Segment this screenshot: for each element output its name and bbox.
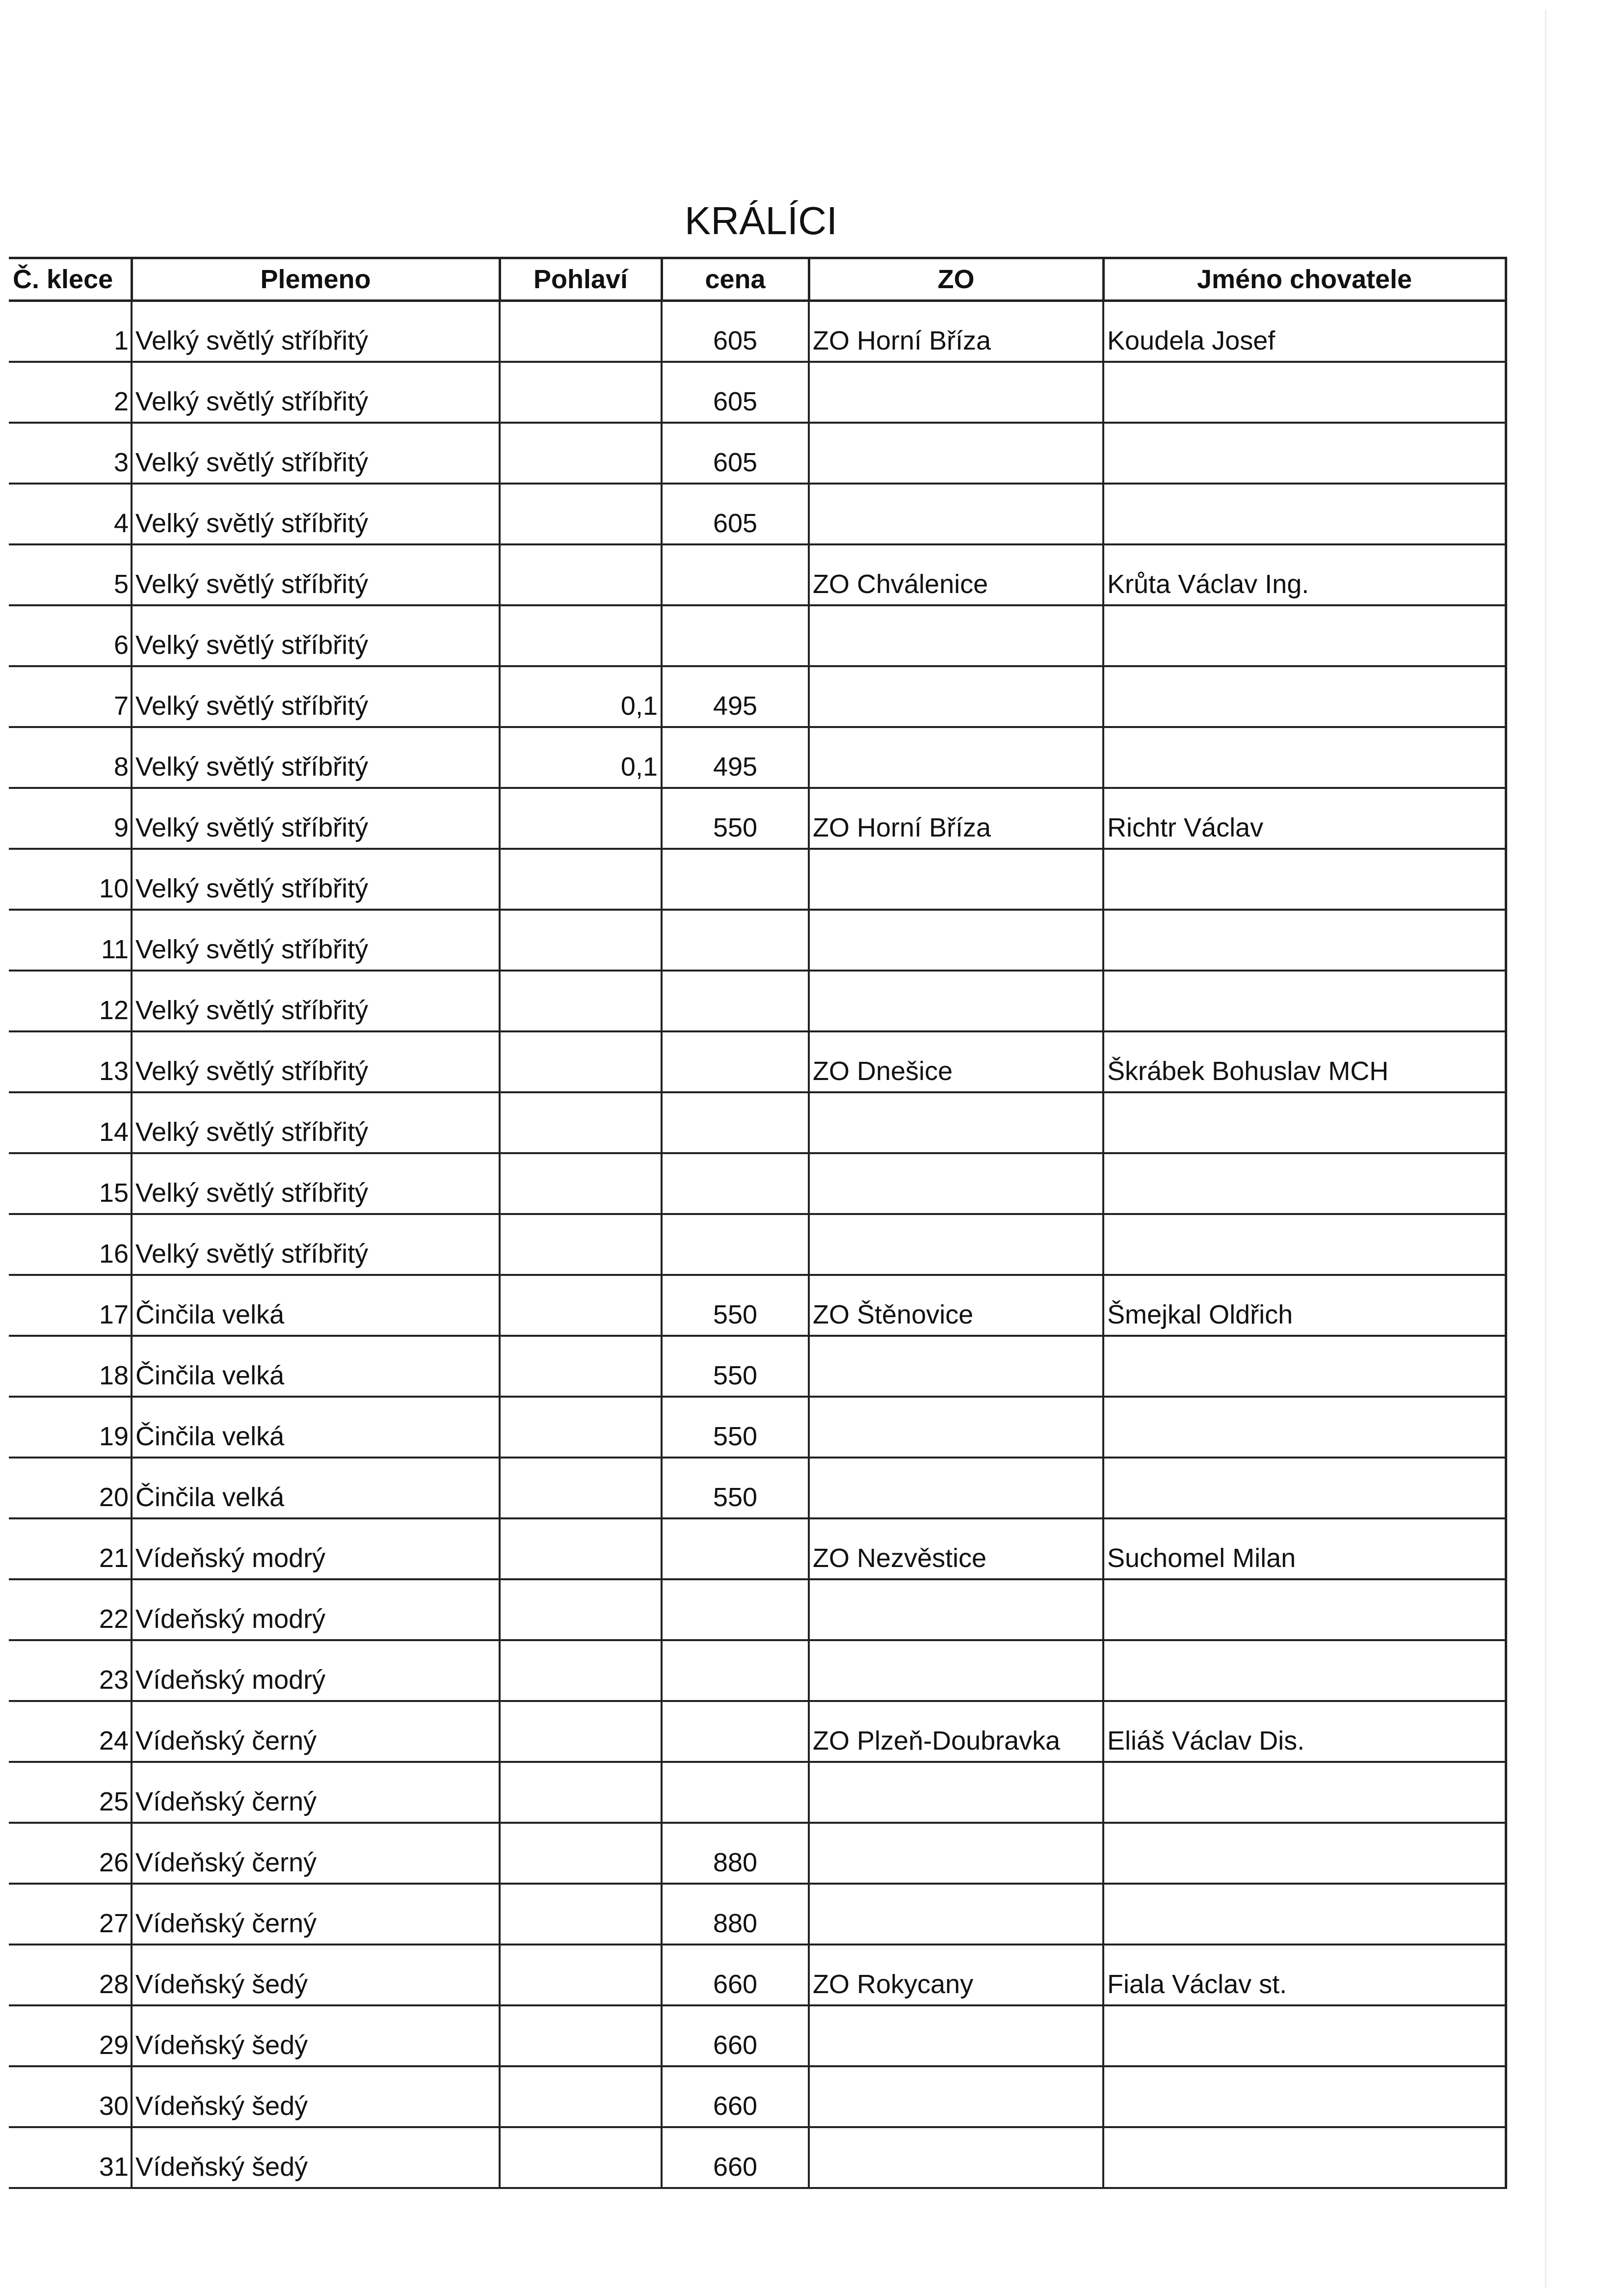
cage-number: 1 [9,301,132,362]
owner-cell [1103,1884,1506,1945]
cage-number: 27 [9,1884,132,1945]
sex-cell [500,1884,662,1945]
cage-number: 14 [9,1092,132,1153]
owner-cell: Krůta Václav Ing. [1103,544,1506,605]
price-cell [662,849,809,910]
cage-number: 4 [9,484,132,544]
zo-cell [809,666,1103,727]
page-title: KRÁLÍCI [685,199,838,243]
sex-cell [500,2127,662,2188]
breed-cell: Vídeňský šedý [132,2066,500,2127]
cage-number: 23 [9,1640,132,1701]
zo-cell [809,1092,1103,1153]
owner-cell: Škrábek Bohuslav MCH [1103,1031,1506,1092]
zo-cell [809,1884,1103,1945]
cage-number: 29 [9,2005,132,2066]
sex-cell [500,849,662,910]
breed-cell: Vídeňský černý [132,1762,500,1823]
price-cell [662,1092,809,1153]
price-cell [662,1762,809,1823]
owner-cell [1103,2066,1506,2127]
zo-cell [809,2005,1103,2066]
sex-cell [500,1701,662,1762]
sex-cell [500,2066,662,2127]
owner-cell [1103,1458,1506,1518]
owner-cell [1103,1823,1506,1884]
sex-cell [500,1518,662,1579]
zo-cell: ZO Nezvěstice [809,1518,1103,1579]
owner-cell [1103,1214,1506,1275]
table-row [9,2127,1506,2188]
owner-cell [1103,666,1506,727]
owner-cell [1103,423,1506,484]
table-row [9,971,1506,1031]
owner-cell [1103,1762,1506,1823]
cage-number: 28 [9,1945,132,2005]
table-row [9,1214,1506,1275]
table-row [9,1762,1506,1823]
sex-cell [500,788,662,849]
breed-cell: Velký světlý stříbřitý [132,301,500,362]
price-cell: 605 [662,484,809,544]
zo-cell [809,362,1103,423]
cage-number: 17 [9,1275,132,1336]
table-row [9,1458,1506,1518]
table-row [9,2066,1506,2127]
cage-number: 8 [9,727,132,788]
price-cell: 550 [662,1275,809,1336]
zo-cell [809,1823,1103,1884]
sex-cell [500,1397,662,1458]
cage-number: 21 [9,1518,132,1579]
price-cell: 605 [662,362,809,423]
sex-cell [500,1214,662,1275]
sex-cell [500,1640,662,1701]
breed-cell: Činčila velká [132,1397,500,1458]
zo-cell: ZO Rokycany [809,1945,1103,2005]
owner-cell [1103,910,1506,971]
price-cell [662,1579,809,1640]
table-row [9,484,1506,544]
breed-cell: Velký světlý stříbřitý [132,544,500,605]
price-cell [662,605,809,666]
table-row [9,1153,1506,1214]
cage-number: 16 [9,1214,132,1275]
table-row [9,1397,1506,1458]
cage-number: 12 [9,971,132,1031]
zo-cell [809,423,1103,484]
price-cell: 550 [662,1336,809,1397]
sex-cell [500,1823,662,1884]
zo-cell: ZO Horní Bříza [809,301,1103,362]
cage-number: 20 [9,1458,132,1518]
owner-cell: Richtr Václav [1103,788,1506,849]
cage-number: 2 [9,362,132,423]
table-row [9,727,1506,788]
owner-cell [1103,605,1506,666]
table-row [9,301,1506,362]
breed-cell: Vídeňský šedý [132,1945,500,2005]
sex-cell [500,2005,662,2066]
rabbit-table [9,257,1507,2189]
table-row [9,1823,1506,1884]
price-cell: 605 [662,423,809,484]
price-cell [662,1640,809,1701]
price-cell: 605 [662,301,809,362]
table-row [9,605,1506,666]
table-row [9,910,1506,971]
zo-cell [809,484,1103,544]
breed-cell: Velký světlý stříbřitý [132,605,500,666]
sex-cell [500,910,662,971]
price-cell [662,910,809,971]
price-cell: 880 [662,1823,809,1884]
breed-cell: Velký světlý stříbřitý [132,971,500,1031]
sex-cell [500,1458,662,1518]
price-cell: 495 [662,666,809,727]
price-cell: 660 [662,1945,809,2005]
owner-cell [1103,362,1506,423]
zo-cell [809,1397,1103,1458]
zo-cell: ZO Plzeň-Doubravka [809,1701,1103,1762]
scan-edge-line [1545,10,1546,2288]
cage-number: 5 [9,544,132,605]
breed-cell: Činčila velká [132,1336,500,1397]
breed-cell: Velký světlý stříbřitý [132,423,500,484]
breed-cell: Velký světlý stříbřitý [132,666,500,727]
breed-cell: Velký světlý stříbřitý [132,362,500,423]
zo-cell: ZO Horní Bříza [809,788,1103,849]
table-row [9,362,1506,423]
zo-cell [809,2127,1103,2188]
sex-cell [500,1092,662,1153]
cage-number: 6 [9,605,132,666]
breed-cell: Velký světlý stříbřitý [132,849,500,910]
sex-cell: 0,1 [500,727,662,788]
breed-cell: Velký světlý stříbřitý [132,727,500,788]
price-cell [662,971,809,1031]
owner-cell [1103,1092,1506,1153]
table-row [9,2005,1506,2066]
table-row [9,1092,1506,1153]
breed-cell: Vídeňský modrý [132,1640,500,1701]
owner-cell [1103,1579,1506,1640]
zo-cell [809,605,1103,666]
zo-cell [809,1640,1103,1701]
cage-number: 24 [9,1701,132,1762]
table-row [9,1640,1506,1701]
sex-cell: 0,1 [500,666,662,727]
table-row [9,1336,1506,1397]
sex-cell [500,1762,662,1823]
breed-cell: Velký světlý stříbřitý [132,788,500,849]
breed-cell: Velký světlý stříbřitý [132,484,500,544]
cage-number: 10 [9,849,132,910]
owner-cell: Suchomel Milan [1103,1518,1506,1579]
header-breed: Plemeno [132,258,500,301]
owner-cell [1103,1336,1506,1397]
owner-cell [1103,2127,1506,2188]
zo-cell [809,1214,1103,1275]
table-row [9,788,1506,849]
owner-cell [1103,1640,1506,1701]
sex-cell [500,1945,662,2005]
sex-cell [500,1275,662,1336]
zo-cell [809,1153,1103,1214]
table-row [9,1701,1506,1762]
zo-cell [809,1762,1103,1823]
breed-cell: Vídeňský modrý [132,1579,500,1640]
price-cell [662,1701,809,1762]
sex-cell [500,1153,662,1214]
owner-cell [1103,2005,1506,2066]
price-cell: 495 [662,727,809,788]
breed-cell: Velký světlý stříbřitý [132,1092,500,1153]
cage-number: 18 [9,1336,132,1397]
cage-number: 31 [9,2127,132,2188]
zo-cell [809,1579,1103,1640]
cage-number: 19 [9,1397,132,1458]
breed-cell: Velký světlý stříbřitý [132,1031,500,1092]
owner-cell [1103,727,1506,788]
breed-cell: Vídeňský modrý [132,1518,500,1579]
sex-cell [500,1579,662,1640]
owner-cell: Eliáš Václav Dis. [1103,1701,1506,1762]
price-cell [662,1214,809,1275]
breed-cell: Činčila velká [132,1275,500,1336]
header-row [9,258,1506,301]
price-cell: 550 [662,1458,809,1518]
zo-cell [809,2066,1103,2127]
price-cell: 550 [662,1397,809,1458]
price-cell: 660 [662,2127,809,2188]
table-row [9,1579,1506,1640]
price-cell: 660 [662,2005,809,2066]
owner-cell [1103,849,1506,910]
breed-cell: Vídeňský šedý [132,2127,500,2188]
owner-cell [1103,971,1506,1031]
owner-cell [1103,1397,1506,1458]
breed-cell: Velký světlý stříbřitý [132,1214,500,1275]
cage-number: 22 [9,1579,132,1640]
sex-cell [500,362,662,423]
price-cell [662,1031,809,1092]
cage-number: 13 [9,1031,132,1092]
price-cell: 880 [662,1884,809,1945]
breed-cell: Vídeňský černý [132,1701,500,1762]
cage-number: 30 [9,2066,132,2127]
breed-cell: Velký světlý stříbřitý [132,910,500,971]
sex-cell [500,971,662,1031]
sex-cell [500,1336,662,1397]
breed-cell: Činčila velká [132,1458,500,1518]
cage-number: 25 [9,1762,132,1823]
breed-cell: Vídeňský černý [132,1884,500,1945]
sex-cell [500,1031,662,1092]
owner-cell [1103,1153,1506,1214]
zo-cell [809,727,1103,788]
zo-cell [809,1336,1103,1397]
owner-cell: Šmejkal Oldřich [1103,1275,1506,1336]
cage-number: 9 [9,788,132,849]
table-row [9,1275,1506,1336]
table-row [9,544,1506,605]
price-cell [662,1153,809,1214]
header-price: cena [662,258,809,301]
header-cage: Č. klece [9,258,132,301]
zo-cell [809,971,1103,1031]
table-row [9,1518,1506,1579]
cage-number: 15 [9,1153,132,1214]
header-zo: ZO [809,258,1103,301]
sex-cell [500,484,662,544]
price-cell [662,1518,809,1579]
owner-cell [1103,484,1506,544]
zo-cell: ZO Štěnovice [809,1275,1103,1336]
zo-cell [809,1458,1103,1518]
table-row [9,666,1506,727]
table-row [9,1031,1506,1092]
owner-cell: Koudela Josef [1103,301,1506,362]
breed-cell: Vídeňský černý [132,1823,500,1884]
table-row [9,1945,1506,2005]
owner-cell: Fiala Václav st. [1103,1945,1506,2005]
table-row [9,423,1506,484]
price-cell: 550 [662,788,809,849]
cage-number: 3 [9,423,132,484]
breed-cell: Velký světlý stříbřitý [132,1153,500,1214]
sex-cell [500,301,662,362]
cage-number: 11 [9,910,132,971]
table-row [9,1884,1506,1945]
zo-cell [809,849,1103,910]
sex-cell [500,605,662,666]
sex-cell [500,423,662,484]
price-cell [662,544,809,605]
breed-cell: Vídeňský šedý [132,2005,500,2066]
header-sex: Pohlaví [500,258,662,301]
table-row [9,849,1506,910]
sex-cell [500,544,662,605]
zo-cell: ZO Dnešice [809,1031,1103,1092]
zo-cell [809,910,1103,971]
cage-number: 26 [9,1823,132,1884]
zo-cell: ZO Chválenice [809,544,1103,605]
header-owner: Jméno chovatele [1103,258,1506,301]
price-cell: 660 [662,2066,809,2127]
cage-number: 7 [9,666,132,727]
